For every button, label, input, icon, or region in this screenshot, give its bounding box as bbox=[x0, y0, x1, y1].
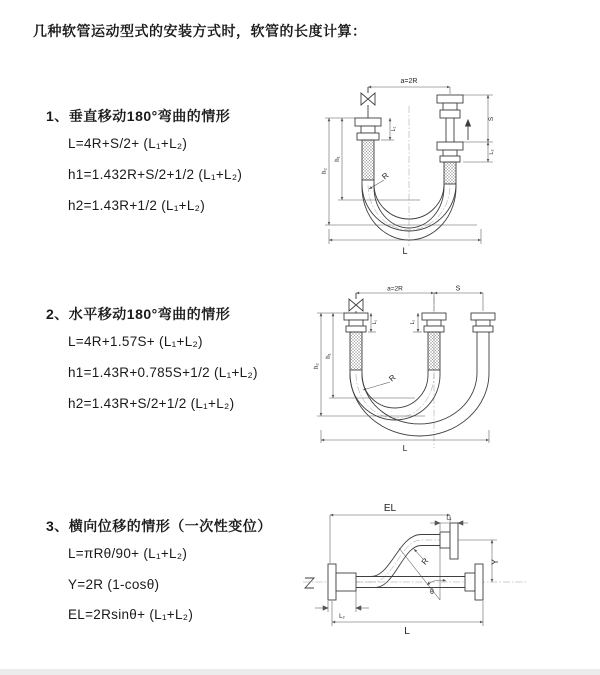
dim-label-l: L bbox=[402, 443, 408, 453]
section-3-heading: 3、横向位移的情形（一次性变位） bbox=[46, 518, 272, 534]
formula-line: EL=2Rsinθ+ (L₁+L₂) bbox=[68, 607, 194, 622]
formula-line: L=πRθ/90+ (L₁+L₂) bbox=[68, 546, 188, 561]
hose-and-fittings bbox=[305, 523, 483, 600]
formula-line: L=4R+1.57S+ (L₁+L₂) bbox=[68, 334, 203, 349]
dim-label-s: S bbox=[488, 116, 495, 122]
formula-line: h1=1.432R+S/2+1/2 (L₁+L₂) bbox=[68, 167, 243, 182]
formula-line: L=4R+S/2+ (L₁+L₂) bbox=[68, 136, 188, 151]
dim-label-h1: h₁ bbox=[335, 156, 341, 162]
dim-label-r: R bbox=[380, 170, 391, 182]
hose-and-fittings bbox=[355, 87, 471, 240]
dim-label-el: EL bbox=[383, 503, 397, 514]
section-2-heading: 2、水平移动180°弯曲的情形 bbox=[46, 306, 231, 322]
dim-label-a2r: a=2R bbox=[400, 78, 418, 85]
dim-label-y: Y bbox=[490, 558, 500, 566]
dim-label-l1: L₁ bbox=[446, 515, 452, 522]
dim-label-h1: h₁ bbox=[326, 353, 332, 359]
motion-up-arrow-icon bbox=[466, 120, 471, 126]
dim-label-r: R bbox=[387, 372, 398, 384]
diagram-vertical-180-bend bbox=[305, 66, 525, 261]
dim-label-l2: L₂ bbox=[489, 149, 495, 155]
break-symbol-icon bbox=[305, 578, 314, 588]
valve-icon bbox=[349, 299, 363, 311]
dim-label-a2r: a=2R bbox=[387, 285, 403, 293]
formula-line: h2=1.43R+S/2+1/2 (L₁+L₂) bbox=[68, 396, 235, 411]
section-1-heading: 1、垂直移动180°弯曲的情形 bbox=[46, 108, 231, 124]
dimension-lines bbox=[315, 515, 497, 626]
hose-and-fittings bbox=[344, 293, 495, 436]
dim-label-theta: θ bbox=[430, 589, 434, 596]
dim-label-l2: L₂ bbox=[410, 319, 416, 325]
dim-label-l1: L₁ bbox=[391, 126, 397, 132]
valve-icon bbox=[361, 93, 375, 105]
dim-label-l1: L₁ bbox=[372, 319, 378, 325]
dimension-lines bbox=[317, 293, 489, 443]
dim-label-l: L bbox=[402, 246, 408, 256]
dim-label-s: S bbox=[455, 285, 461, 293]
page-bottom-edge bbox=[0, 669, 600, 675]
formula-line: Y=2R (1-cosθ) bbox=[68, 577, 160, 592]
formula-line: h1=1.43R+0.785S+1/2 (L₁+L₂) bbox=[68, 365, 258, 380]
diagram-horizontal-180-bend bbox=[305, 283, 535, 455]
diagram-lateral-offset bbox=[295, 500, 535, 642]
dim-label-l2: L₂ bbox=[339, 614, 345, 620]
dim-label-h2: h₂ bbox=[314, 363, 320, 369]
formula-line: h2=1.43R+1/2 (L₁+L₂) bbox=[68, 198, 206, 213]
dim-label-h2: h₂ bbox=[322, 168, 328, 174]
dim-label-l: L bbox=[404, 626, 410, 637]
page-title: 几种软管运动型式的安装方式时，软管的长度计算： bbox=[33, 23, 367, 39]
dim-label-r: R bbox=[419, 556, 431, 567]
